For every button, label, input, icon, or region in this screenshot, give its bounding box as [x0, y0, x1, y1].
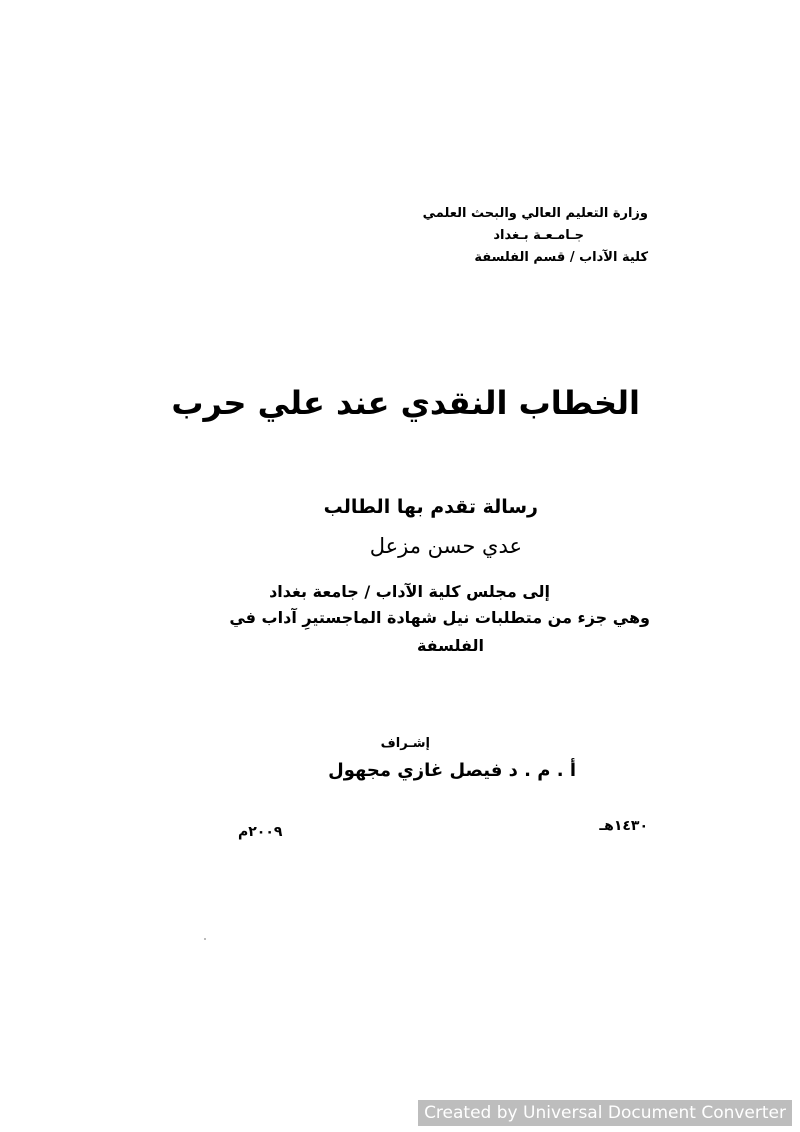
scan-speck	[204, 938, 206, 940]
thesis-title: الخطاب النقدي عند علي حرب	[171, 384, 640, 422]
college-line: كلية الآداب / قسم الفلسفة	[474, 250, 648, 265]
submission-council: إلى مجلس كلية الآداب / جامعة بغداد	[269, 582, 550, 601]
supervisor-name: أ . م . د فيصل غازي مجهول	[328, 760, 576, 781]
converter-watermark: Created by Universal Document Converter	[418, 1100, 792, 1126]
submission-intro: رسالة تقدم بها الطالب	[323, 496, 538, 518]
gregorian-date: ٢٠٠٩م	[238, 824, 283, 840]
submission-field: الفلسفة	[416, 636, 484, 655]
student-name: عدي حسن مزعل	[369, 534, 522, 558]
ministry-line: وزارة التعليم العالي والبحث العلمي	[422, 206, 648, 221]
submission-purpose: وهي جزء من متطلبات نيل شهادة الماجستيرِ آداب في	[229, 608, 650, 627]
university-line: جـامـعـة بـغداد	[493, 228, 584, 243]
supervision-label: إشـراف	[380, 736, 430, 751]
hijri-date: ١٤٣٠هـ	[599, 818, 648, 834]
